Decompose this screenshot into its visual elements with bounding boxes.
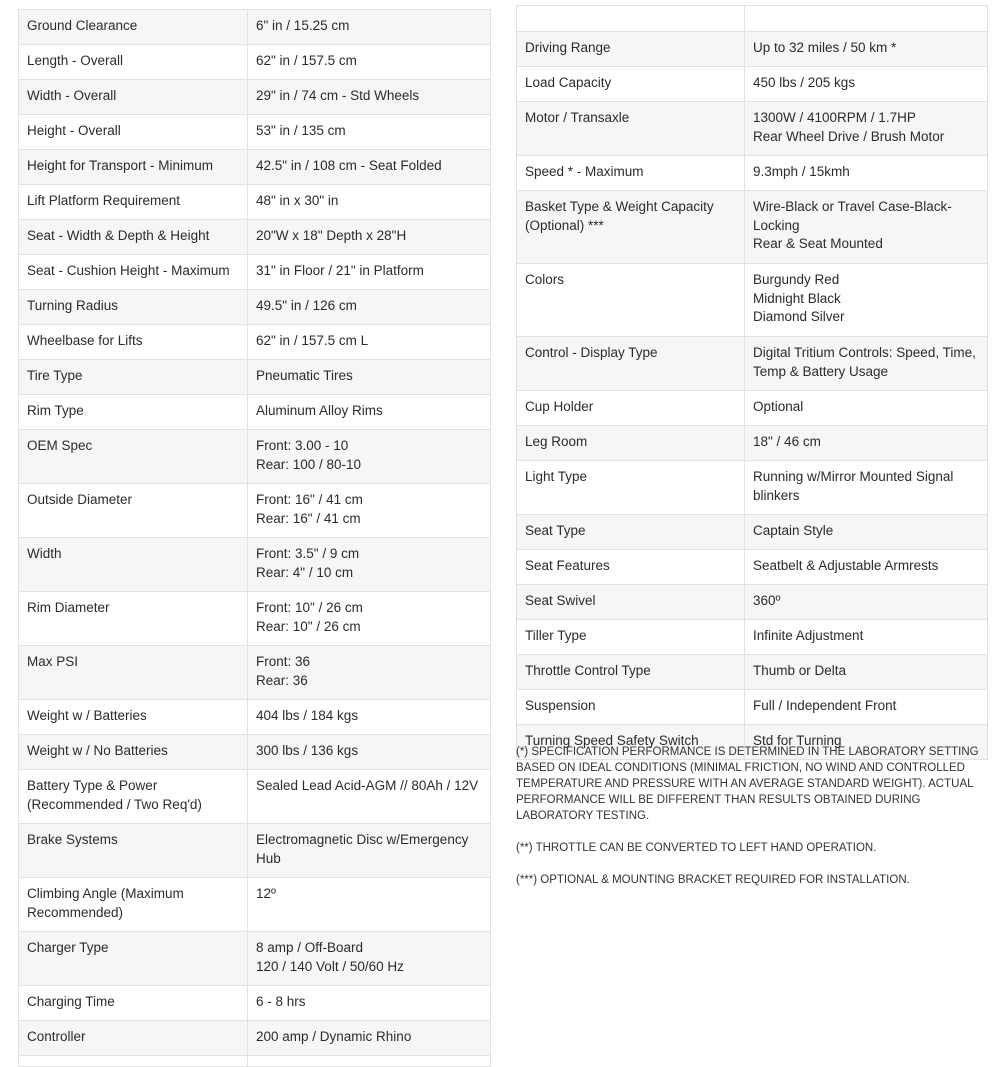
spec-label: Turning Radius: [19, 290, 248, 325]
spec-value: 360º: [745, 585, 988, 620]
spec-label: Suspension: [517, 690, 745, 725]
spec-label: Seat Features: [517, 550, 745, 585]
spec-value: 404 lbs / 184 kgs: [248, 700, 491, 735]
table-row: [19, 360, 491, 395]
table-row: [19, 220, 491, 255]
spec-label: Width: [19, 538, 248, 592]
spec-value-empty: [248, 1056, 491, 1067]
spec-label: Turning Speed Safety Switch: [517, 725, 745, 760]
spec-label: Rim Type: [19, 395, 248, 430]
table-row: [19, 80, 491, 115]
spec-value: 9.3mph / 15kmh: [745, 156, 988, 191]
spec-value: 42.5" in / 108 cm - Seat Folded: [248, 150, 491, 185]
spec-value: Std for Turning: [745, 725, 988, 760]
spec-label: Leg Room: [517, 426, 745, 461]
table-row: [517, 264, 988, 337]
spec-value: 53" in / 135 cm: [248, 115, 491, 150]
table-row: [517, 620, 988, 655]
spec-label: Length - Overall: [19, 45, 248, 80]
spec-value: Captain Style: [745, 515, 988, 550]
table-row: [517, 515, 988, 550]
table-row: [19, 325, 491, 360]
spec-label: Weight w / No Batteries: [19, 735, 248, 770]
spec-label: Control - Display Type: [517, 337, 745, 391]
spec-value: 1300W / 4100RPM / 1.7HP Rear Wheel Drive / Brush Motor: [745, 102, 988, 156]
spec-label: Height - Overall: [19, 115, 248, 150]
spec-value: Front: 36 Rear: 36: [248, 646, 491, 700]
right-spec-column: [516, 5, 988, 760]
spec-label: Light Type: [517, 461, 745, 515]
table-row: [517, 337, 988, 391]
spec-value: Pneumatic Tires: [248, 360, 491, 395]
table-row: [517, 391, 988, 426]
spec-label: Brake Systems: [19, 824, 248, 878]
spec-value: 49.5" in / 126 cm: [248, 290, 491, 325]
spec-label: Charger Type: [19, 932, 248, 986]
spec-label: Height for Transport - Minimum: [19, 150, 248, 185]
footnotes: [516, 744, 988, 904]
spec-value: Full / Independent Front: [745, 690, 988, 725]
spec-label: Seat Swivel: [517, 585, 745, 620]
footnote-performance: (*) SPECIFICATION PERFORMANCE IS DETERMINED IN THE LABORATORY SETTING BASED ON IDEAL CONDITIONS (MINIMAL FRICTION, NO WIND AND CONTROLLED TEMPERATURE AND PRESSURE WITH AN AVERAGE STANDARD WEIGHT). ACTUAL PERFORMANCE WILL BE DIFFERENT THAN RESULTS OBTAINED DURING LABORATORY TESTING.: [516, 746, 979, 822]
spec-label-empty: [19, 1056, 248, 1067]
table-row: [517, 102, 988, 156]
table-row: [517, 191, 988, 264]
table-row: [19, 115, 491, 150]
table-row: [19, 538, 491, 592]
footnote-basket: (***) OPTIONAL & MOUNTING BRACKET REQUIRED FOR INSTALLATION.: [516, 874, 910, 886]
spec-value: Infinite Adjustment: [745, 620, 988, 655]
spec-value: Electromagnetic Disc w/Emergency Hub: [248, 824, 491, 878]
spec-label: Seat - Cushion Height - Maximum: [19, 255, 248, 290]
spec-value: 62" in / 157.5 cm L: [248, 325, 491, 360]
spec-value: Up to 32 miles / 50 km *: [745, 32, 988, 67]
spec-label: Controller: [19, 1021, 248, 1056]
table-row: [19, 430, 491, 484]
table-row: [19, 735, 491, 770]
spec-label: Wheelbase for Lifts: [19, 325, 248, 360]
table-row: [517, 156, 988, 191]
table-row: [19, 185, 491, 220]
table-row: [19, 700, 491, 735]
spec-value: 6" in / 15.25 cm: [248, 10, 491, 45]
spec-value: 300 lbs / 136 kgs: [248, 735, 491, 770]
table-row: [517, 461, 988, 515]
spec-value: Aluminum Alloy Rims: [248, 395, 491, 430]
spec-label: Motor / Transaxle: [517, 102, 745, 156]
spec-value: 29" in / 74 cm - Std Wheels: [248, 80, 491, 115]
table-row: [517, 426, 988, 461]
table-row: [19, 290, 491, 325]
spec-label: Max PSI: [19, 646, 248, 700]
table-row: [517, 585, 988, 620]
table-row: [517, 67, 988, 102]
table-row: [19, 824, 491, 878]
spec-value: 31" in Floor / 21" in Platform: [248, 255, 491, 290]
spec-label: Tiller Type: [517, 620, 745, 655]
spec-label: Lift Platform Requirement: [19, 185, 248, 220]
spec-value: Front: 3.00 - 10 Rear: 100 / 80-10: [248, 430, 491, 484]
spec-label: Tire Type: [19, 360, 248, 395]
spec-label: Cup Holder: [517, 391, 745, 426]
spec-value: Wire-Black or Travel Case-Black- Locking Rear & Seat Mounted: [745, 191, 988, 264]
spec-label: OEM Spec: [19, 430, 248, 484]
table-row: [19, 878, 491, 932]
table-row: [19, 255, 491, 290]
spec-label: Colors: [517, 264, 745, 337]
spec-label-empty: [517, 6, 745, 32]
spec-value: Seatbelt & Adjustable Armrests: [745, 550, 988, 585]
spec-value: Optional: [745, 391, 988, 426]
spec-value-empty: [745, 6, 988, 32]
table-row: [19, 592, 491, 646]
spec-label: Outside Diameter: [19, 484, 248, 538]
spec-value: 450 lbs / 205 kgs: [745, 67, 988, 102]
footnote-throttle: (**) THROTTLE CAN BE CONVERTED TO LEFT HAND OPERATION.: [516, 842, 877, 854]
spec-label: Driving Range: [517, 32, 745, 67]
spec-label: Seat Type: [517, 515, 745, 550]
spec-value: Running w/Mirror Mounted Signal blinkers: [745, 461, 988, 515]
table-row: [517, 655, 988, 690]
spec-value: Burgundy Red Midnight Black Diamond Silver: [745, 264, 988, 337]
table-row: [19, 932, 491, 986]
table-row: [19, 1021, 491, 1056]
table-row: [19, 770, 491, 824]
spec-value: Thumb or Delta: [745, 655, 988, 690]
table-row: [19, 150, 491, 185]
spec-value: 18" / 46 cm: [745, 426, 988, 461]
spec-label: Weight w / Batteries: [19, 700, 248, 735]
table-row-partial: [517, 6, 988, 32]
spec-value: 8 amp / Off-Board 120 / 140 Volt / 50/60 Hz: [248, 932, 491, 986]
table-row: [19, 646, 491, 700]
spec-label: Seat - Width & Depth & Height: [19, 220, 248, 255]
spec-value: Front: 3.5" / 9 cm Rear: 4" / 10 cm: [248, 538, 491, 592]
spec-value: Sealed Lead Acid-AGM // 80Ah / 12V: [248, 770, 491, 824]
spec-label: Rim Diameter: [19, 592, 248, 646]
left-spec-table: [18, 9, 491, 1067]
table-row: [517, 32, 988, 67]
spec-value: 12º: [248, 878, 491, 932]
left-spec-column: [18, 9, 491, 1067]
table-row: [19, 45, 491, 80]
spec-value: Front: 10" / 26 cm Rear: 10" / 26 cm: [248, 592, 491, 646]
table-row: [517, 550, 988, 585]
table-row-partial: [19, 1056, 491, 1067]
spec-value: Front: 16" / 41 cm Rear: 16" / 41 cm: [248, 484, 491, 538]
table-row: [19, 986, 491, 1021]
spec-label: Ground Clearance: [19, 10, 248, 45]
table-row: [517, 690, 988, 725]
spec-label: Basket Type & Weight Capacity (Optional) ***: [517, 191, 745, 264]
spec-value: 6 - 8 hrs: [248, 986, 491, 1021]
spec-label: Climbing Angle (Maximum Recommended): [19, 878, 248, 932]
spec-value: 20"W x 18" Depth x 28"H: [248, 220, 491, 255]
spec-label: Charging Time: [19, 986, 248, 1021]
table-row: [19, 10, 491, 45]
spec-value: 48" in x 30" in: [248, 185, 491, 220]
spec-label: Load Capacity: [517, 67, 745, 102]
spec-label: Width - Overall: [19, 80, 248, 115]
spec-label: Speed * - Maximum: [517, 156, 745, 191]
spec-label: Throttle Control Type: [517, 655, 745, 690]
spec-value: 200 amp / Dynamic Rhino: [248, 1021, 491, 1056]
spec-value: Digital Tritium Controls: Speed, Time, Temp & Battery Usage: [745, 337, 988, 391]
spec-value: 62" in / 157.5 cm: [248, 45, 491, 80]
spec-label: Battery Type & Power (Recommended / Two Req'd): [19, 770, 248, 824]
table-row: [19, 395, 491, 430]
table-row: [19, 484, 491, 538]
right-spec-table: [516, 5, 988, 760]
